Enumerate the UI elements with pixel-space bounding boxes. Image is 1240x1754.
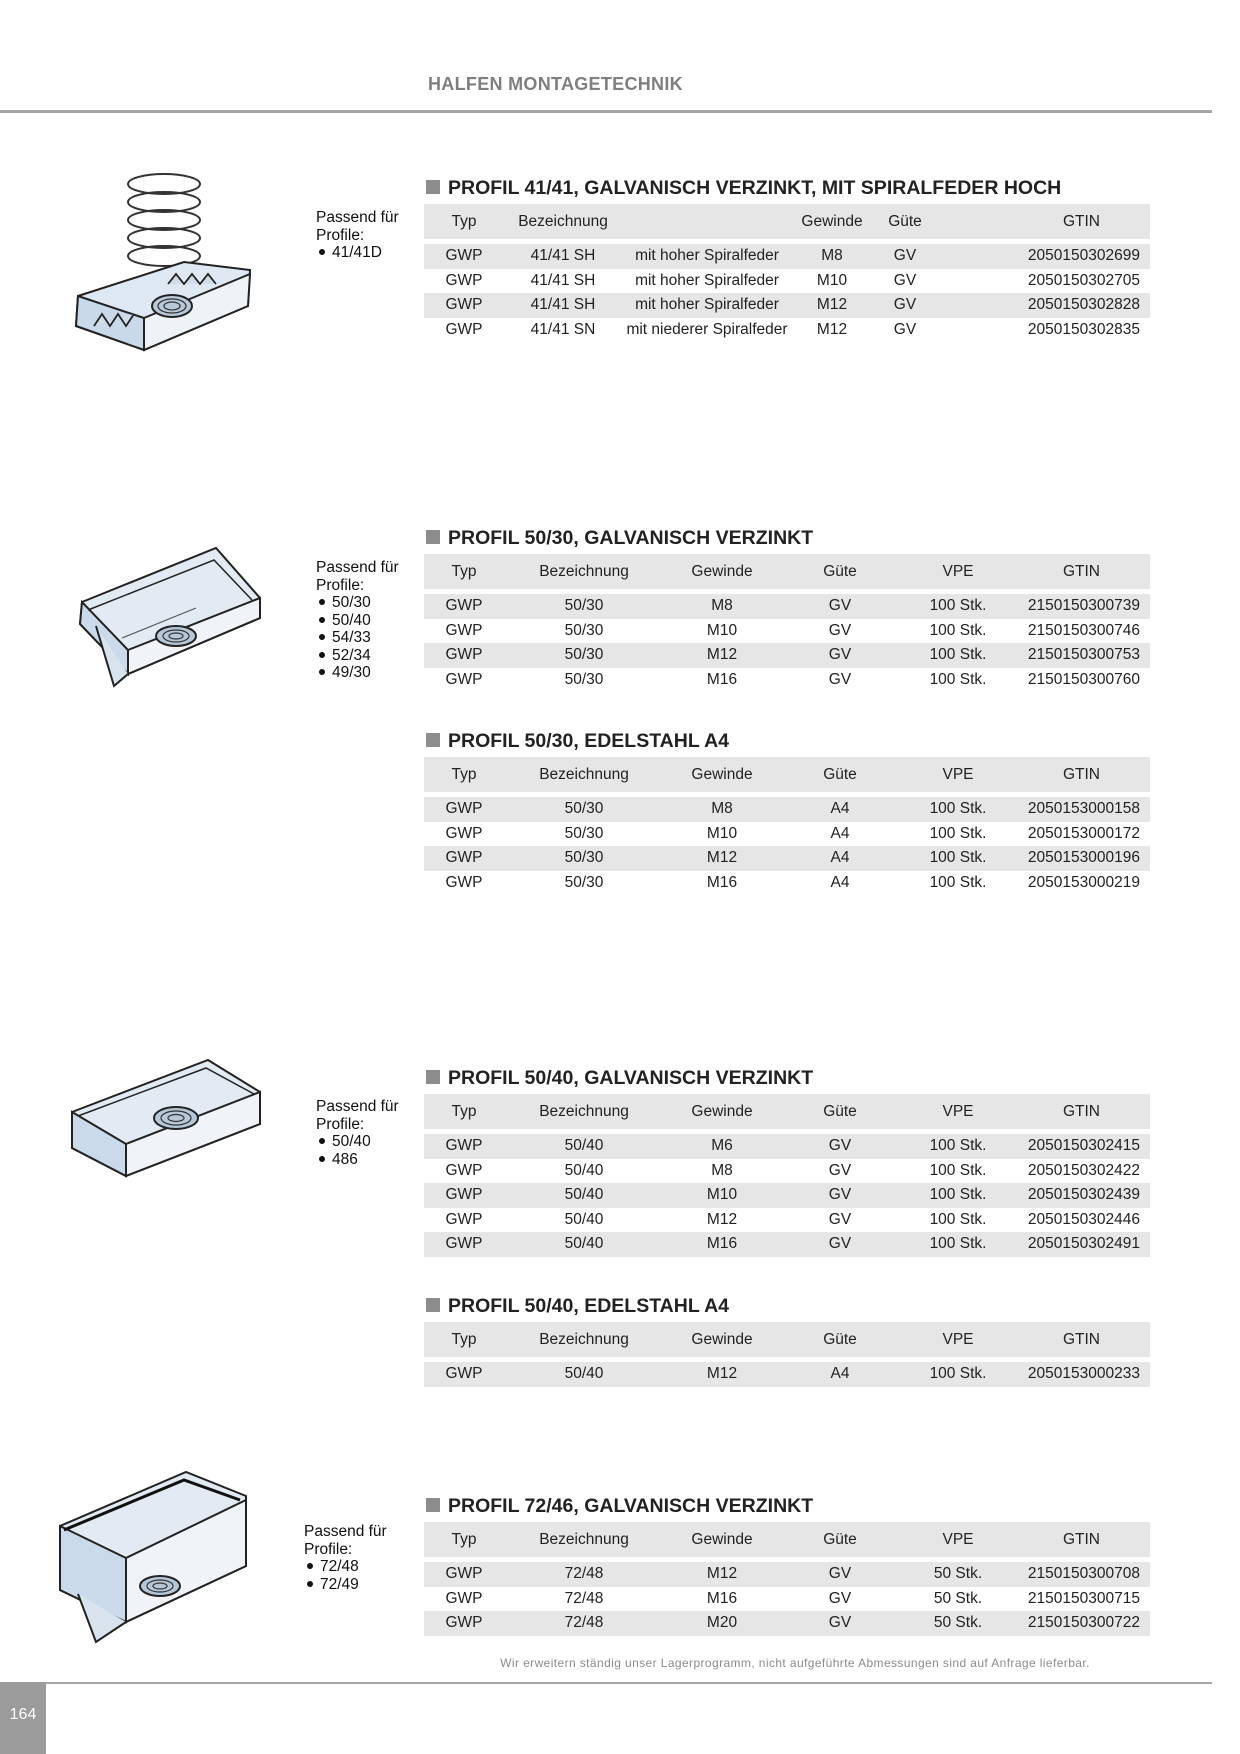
table-cell: GV (828, 1186, 852, 1204)
table-cell: 100 Stk. (929, 849, 987, 867)
table-cell: 50/30 (564, 646, 604, 664)
table-cell: GV (893, 320, 917, 338)
channel-nut-50-40-image (68, 1058, 268, 1198)
column-header: Güte (823, 1530, 857, 1548)
column-header: Bezeichnung (518, 212, 608, 230)
table-cell: 100 Stk. (929, 1161, 987, 1179)
column-header: Gewinde (801, 212, 863, 230)
table-cell: A4 (830, 873, 850, 891)
column-header: VPE (942, 765, 974, 783)
table-row (424, 1159, 1150, 1184)
column-header: Typ (451, 212, 477, 230)
fits-item: 54/33 (316, 629, 412, 647)
column-header: Typ (451, 1102, 477, 1120)
table-header-row (424, 1094, 1150, 1129)
table-cell: M12 (706, 1210, 738, 1228)
table-row (424, 797, 1150, 822)
table-cell: M16 (706, 1235, 738, 1253)
table-cell: A4 (830, 849, 850, 867)
fits-profiles (304, 1523, 400, 1593)
table-cell: A4 (830, 1365, 850, 1383)
table-cell: 100 Stk. (929, 800, 987, 818)
table-cell: 2050153000219 (1027, 873, 1140, 891)
table-row (424, 1232, 1150, 1257)
table-cell: M12 (816, 320, 848, 338)
block-title: PROFIL 50/40, GALVANISCH VERZINKT (424, 1066, 1150, 1094)
table-cell: 50/30 (564, 849, 604, 867)
table-cell: 2050150302446 (1027, 1210, 1140, 1228)
table-cell: M12 (706, 849, 738, 867)
table-cell: GWP (445, 1365, 483, 1383)
column-header: Gewinde (691, 1530, 753, 1548)
table-row (424, 822, 1150, 847)
table-header-row (424, 1522, 1150, 1557)
table-row (424, 1562, 1150, 1587)
table-cell: GWP (445, 1235, 483, 1253)
channel-nut-72-46-image (56, 1466, 256, 1652)
block-41-41-galvanized (424, 176, 1150, 342)
table-cell: A4 (830, 800, 850, 818)
table-cell: 50/30 (564, 670, 604, 688)
table-cell: M8 (711, 800, 733, 818)
table-cell: GWP (445, 1161, 483, 1179)
table-cell: 100 Stk. (929, 621, 987, 639)
block-title: PROFIL 41/41, GALVANISCH VERZINKT, MIT SPIRALFEDER HOCH (424, 176, 1150, 204)
column-header: Bezeichnung (539, 1102, 629, 1120)
table-row (424, 1134, 1150, 1159)
table-cell: M8 (711, 597, 733, 615)
table-cell: GWP (445, 849, 483, 867)
footer-divider (0, 1682, 1212, 1684)
table-header-row (424, 1322, 1150, 1357)
table-row (424, 594, 1150, 619)
table-cell: 2150150300746 (1027, 621, 1140, 639)
table-cell: GWP (445, 1614, 483, 1632)
table-cell: 2050150302828 (1027, 296, 1140, 314)
table-cell: 100 Stk. (929, 1137, 987, 1155)
table-cell: GWP (445, 1137, 483, 1155)
fits-item: 52/34 (316, 647, 412, 665)
table-cell: 2050150302835 (1027, 320, 1140, 338)
table-cell: GWP (445, 1210, 483, 1228)
table-cell: 50/40 (564, 1186, 604, 1204)
table-cell: 50/40 (564, 1161, 604, 1179)
table-cell: GWP (445, 646, 483, 664)
table-cell: 72/48 (564, 1614, 604, 1632)
block-title: PROFIL 50/30, EDELSTAHL A4 (424, 729, 1150, 757)
fits-list (316, 1133, 412, 1168)
table-cell: M12 (706, 1365, 738, 1383)
product-table (424, 757, 1150, 895)
table-cell: M10 (816, 271, 848, 289)
column-header: VPE (942, 1330, 974, 1348)
table-cell: GWP (445, 296, 483, 314)
table-cell: GWP (445, 320, 483, 338)
column-header: VPE (942, 562, 974, 580)
product-table (424, 204, 1150, 342)
table-row (424, 668, 1150, 693)
table-cell: GV (828, 646, 852, 664)
table-cell: 100 Stk. (929, 824, 987, 842)
column-header: GTIN (1062, 1530, 1100, 1548)
table-row (424, 1362, 1150, 1387)
table-cell: M6 (711, 1137, 733, 1155)
column-header: Typ (451, 1330, 477, 1348)
table-cell: GV (828, 1565, 852, 1583)
table-cell: M10 (706, 824, 738, 842)
block-title: PROFIL 50/40, EDELSTAHL A4 (424, 1294, 1150, 1322)
table-cell: mit hoher Spiralfeder (635, 271, 779, 289)
table-row (424, 619, 1150, 644)
table-row (424, 846, 1150, 871)
column-header (622, 204, 792, 239)
table-cell: GV (828, 1235, 852, 1253)
table-cell: GV (828, 1614, 852, 1632)
block-72-46-galvanized (424, 1494, 1150, 1636)
availability-note: Wir erweitern ständig unser Lagerprogramm, nicht aufgeführte Abmessungen sind auf Anfrage lieferbar. (500, 1656, 1090, 1670)
table-cell: 100 Stk. (929, 670, 987, 688)
table-cell: 41/41 SH (530, 247, 596, 265)
table-cell: A4 (830, 824, 850, 842)
table-cell: GWP (445, 670, 483, 688)
table-row (424, 244, 1150, 269)
table-row (424, 871, 1150, 896)
channel-nut-with-spring-image (72, 166, 262, 376)
table-cell: 2050150302491 (1027, 1235, 1140, 1253)
table-cell: M8 (821, 247, 843, 265)
table-row (424, 1183, 1150, 1208)
fits-label: Passend für Profile: (316, 209, 399, 244)
table-cell: 2050150302439 (1027, 1186, 1140, 1204)
table-cell: 50/30 (564, 800, 604, 818)
table-cell: M10 (706, 621, 738, 639)
table-cell: M12 (706, 1565, 738, 1583)
page-number: 164 (9, 1706, 37, 1723)
column-header: Gewinde (691, 1330, 753, 1348)
table-cell: M8 (711, 1161, 733, 1179)
table-cell: 100 Stk. (929, 1186, 987, 1204)
table-cell: GV (893, 296, 917, 314)
column-header: GTIN (1062, 562, 1100, 580)
table-header-row (424, 554, 1150, 589)
column-header: VPE (942, 1530, 974, 1548)
column-header: Bezeichnung (539, 1330, 629, 1348)
table-cell: mit niederer Spiralfeder (626, 320, 788, 338)
table-cell: 50/40 (564, 1210, 604, 1228)
table-row (424, 643, 1150, 668)
column-header: Güte (823, 765, 857, 783)
table-cell: mit hoher Spiralfeder (635, 296, 779, 314)
table-cell: 2050153000196 (1027, 849, 1140, 867)
block-50-30-galvanized (424, 526, 1150, 692)
table-cell: GV (893, 271, 917, 289)
header-divider (0, 110, 1212, 113)
table-cell: 41/41 SH (530, 271, 596, 289)
block-50-30-stainless (424, 729, 1150, 895)
table-cell: M10 (706, 1186, 738, 1204)
fits-item: 486 (316, 1151, 412, 1169)
fits-item: 72/49 (304, 1576, 400, 1594)
table-cell: GV (828, 597, 852, 615)
table-cell: GWP (445, 271, 483, 289)
table-cell: 100 Stk. (929, 1210, 987, 1228)
table-cell: 2050153000233 (1027, 1365, 1140, 1383)
table-cell: 50 Stk. (933, 1589, 983, 1607)
fits-item: 72/48 (304, 1558, 400, 1576)
column-header: GTIN (1062, 212, 1100, 230)
table-row (424, 1587, 1150, 1612)
table-cell: 2150150300722 (1027, 1614, 1140, 1632)
table-header-row (424, 204, 1150, 239)
fits-item: 49/30 (316, 664, 412, 682)
table-cell: GV (828, 1210, 852, 1228)
block-title: PROFIL 72/46, GALVANISCH VERZINKT (424, 1494, 1150, 1522)
table-cell: GWP (445, 800, 483, 818)
fits-label: Passend für Profile: (316, 1098, 399, 1133)
table-cell: 2150150300760 (1027, 670, 1140, 688)
fits-profiles (316, 209, 412, 262)
table-cell: GWP (445, 621, 483, 639)
table-cell: 100 Stk. (929, 1235, 987, 1253)
table-cell: 2150150300708 (1027, 1565, 1140, 1583)
block-title: PROFIL 50/30, GALVANISCH VERZINKT (424, 526, 1150, 554)
table-cell: GWP (445, 597, 483, 615)
table-cell: M12 (816, 296, 848, 314)
column-header: Gewinde (691, 765, 753, 783)
table-cell: 50 Stk. (933, 1614, 983, 1632)
table-cell: 41/41 SH (530, 296, 596, 314)
column-header: Gewinde (691, 562, 753, 580)
table-cell: 50/30 (564, 597, 604, 615)
table-cell: 2050153000172 (1027, 824, 1140, 842)
table-row (424, 1208, 1150, 1233)
table-cell: 72/48 (564, 1589, 604, 1607)
table-cell: M16 (706, 1589, 738, 1607)
fits-label: Passend für Profile: (304, 1523, 387, 1558)
table-cell: 50/30 (564, 621, 604, 639)
column-header: GTIN (1062, 765, 1100, 783)
column-header: VPE (942, 1102, 974, 1120)
block-50-40-stainless (424, 1294, 1150, 1387)
column-header: Bezeichnung (539, 562, 629, 580)
table-header-row (424, 757, 1150, 792)
table-row (424, 318, 1150, 343)
table-cell: GWP (445, 1565, 483, 1583)
table-cell: 50/30 (564, 824, 604, 842)
column-header: Typ (451, 765, 477, 783)
table-cell: 50/40 (564, 1365, 604, 1383)
table-cell: GV (828, 1589, 852, 1607)
column-header: Bezeichnung (539, 765, 629, 783)
table-cell: GV (828, 670, 852, 688)
table-cell: GWP (445, 824, 483, 842)
fits-profiles (316, 559, 412, 682)
table-cell: 2050153000158 (1027, 800, 1140, 818)
table-cell: 2050150302705 (1027, 271, 1140, 289)
column-header: Bezeichnung (539, 1530, 629, 1548)
table-cell: GWP (445, 1186, 483, 1204)
table-cell: GV (828, 1137, 852, 1155)
table-cell: GV (828, 621, 852, 639)
column-header: Typ (451, 1530, 477, 1548)
table-cell: GWP (445, 873, 483, 891)
fits-profiles (316, 1098, 412, 1168)
table-row (424, 1611, 1150, 1636)
table-cell: M16 (706, 670, 738, 688)
table-cell: 2150150300715 (1027, 1589, 1140, 1607)
table-cell: 50/40 (564, 1235, 604, 1253)
table-cell: 50/30 (564, 873, 604, 891)
table-cell: 100 Stk. (929, 1365, 987, 1383)
table-cell: 2050150302699 (1027, 247, 1140, 265)
table-cell: 41/41 SN (530, 320, 596, 338)
column-header: Güte (823, 562, 857, 580)
fits-list (316, 594, 412, 682)
column-header: Güte (823, 1330, 857, 1348)
fits-item: 50/40 (316, 612, 412, 630)
table-cell: 50/40 (564, 1137, 604, 1155)
table-cell: 72/48 (564, 1565, 604, 1583)
product-table (424, 1322, 1150, 1387)
column-header: Güte (888, 212, 922, 230)
product-table (424, 554, 1150, 692)
fits-item: 50/40 (316, 1133, 412, 1151)
table-row (424, 269, 1150, 294)
column-header: Gewinde (691, 1102, 753, 1120)
table-cell: 2050150302415 (1027, 1137, 1140, 1155)
block-50-40-galvanized (424, 1066, 1150, 1257)
fits-item: 50/30 (316, 594, 412, 612)
table-cell: GWP (445, 247, 483, 265)
table-cell: M16 (706, 873, 738, 891)
table-cell: mit hoher Spiralfeder (635, 247, 779, 265)
table-cell: 100 Stk. (929, 646, 987, 664)
table-cell: 2050150302422 (1027, 1161, 1140, 1179)
table-cell: 50 Stk. (933, 1565, 983, 1583)
fits-label: Passend für Profile: (316, 559, 399, 594)
table-cell: 2150150300739 (1027, 597, 1140, 615)
table-cell: M20 (706, 1614, 738, 1632)
table-cell: 100 Stk. (929, 873, 987, 891)
column-header: Typ (451, 562, 477, 580)
table-cell: 2150150300753 (1027, 646, 1140, 664)
table-cell: GV (828, 1161, 852, 1179)
table-cell: GV (893, 247, 917, 265)
table-cell: 100 Stk. (929, 597, 987, 615)
column-header: Güte (823, 1102, 857, 1120)
fits-list (304, 1558, 400, 1593)
product-table (424, 1094, 1150, 1257)
table-cell: M12 (706, 646, 738, 664)
channel-nut-50-30-image (76, 546, 272, 696)
column-header: GTIN (1062, 1330, 1100, 1348)
table-cell: GWP (445, 1589, 483, 1607)
fits-item: 41/41D (316, 244, 412, 262)
product-table (424, 1522, 1150, 1636)
column-header: GTIN (1062, 1102, 1100, 1120)
fits-list (316, 244, 412, 262)
header-title: HALFEN MONTAGETECHNIK (428, 74, 683, 94)
table-row (424, 293, 1150, 318)
